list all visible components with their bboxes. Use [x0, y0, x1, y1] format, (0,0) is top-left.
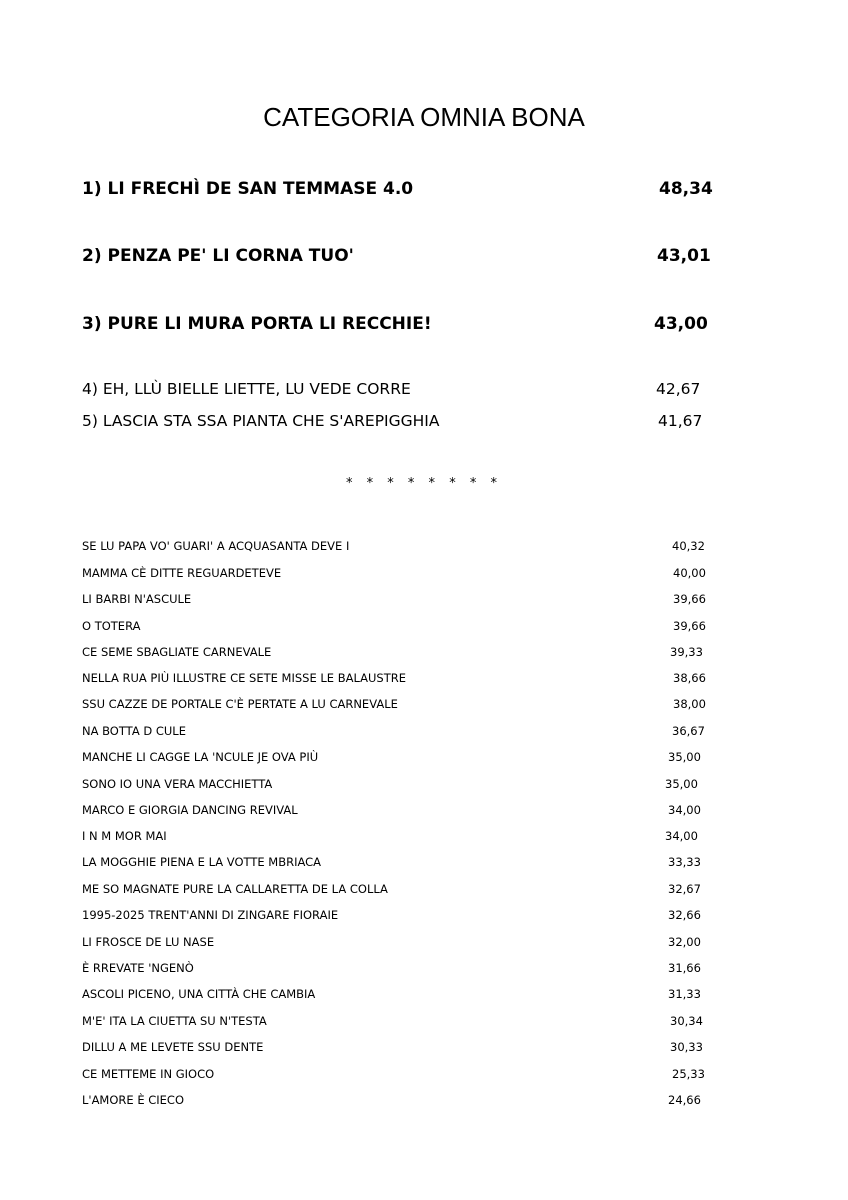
entry-score: 39,33 — [670, 645, 703, 659]
entry-score: 33,33 — [668, 855, 701, 869]
entry-name: LA MOGGHIE PIENA E LA VOTTE MBRIACA — [82, 855, 322, 869]
entry-name: 1995-2025 TRENT'ANNI DI ZINGARE FIORAIE — [82, 908, 339, 922]
entry-score: 34,00 — [665, 829, 698, 843]
entry-score: 30,34 — [670, 1014, 703, 1028]
entry-score: 32,00 — [668, 935, 701, 949]
entry-name: 2) PENZA PE' LI CORNA TUO' — [82, 246, 354, 266]
entry-name: MARCO E GIORGIA DANCING REVIVAL — [82, 803, 298, 817]
entry-score: 40,32 — [672, 539, 705, 553]
entry-score: 42,67 — [656, 380, 701, 398]
entry-score: 34,00 — [668, 803, 701, 817]
entry-score: 31,33 — [668, 987, 701, 1001]
entry-score: 35,00 — [668, 750, 701, 764]
entry-name: I N M MOR MAI — [82, 829, 167, 843]
entry-name: M'E' ITA LA CIUETTA SU N'TESTA — [82, 1014, 267, 1028]
entry-score: 39,66 — [673, 592, 706, 606]
entry-name: 1) LI FRECHÌ DE SAN TEMMASE 4.0 — [82, 179, 414, 199]
entry-score: 40,00 — [673, 566, 706, 580]
entry-name: CE SEME SBAGLIATE CARNEVALE — [82, 645, 272, 659]
separator: * * * * * * * * — [346, 476, 502, 491]
entry-name: CE METTEME IN GIOCO — [82, 1067, 215, 1081]
entry-name: ASCOLI PICENO, UNA CITTÀ CHE CAMBIA — [82, 987, 316, 1001]
entry-name: È RREVATE 'NGENÒ — [82, 961, 194, 975]
page-title: CATEGORIA OMNIA BONA — [263, 102, 585, 132]
entry-score: 38,66 — [673, 671, 706, 685]
entry-name: NELLA RUA PIÙ ILLUSTRE CE SETE MISSE LE BALAUSTRE — [82, 671, 407, 685]
entry-name: O TOTERA — [82, 619, 141, 633]
entry-score: 24,66 — [668, 1093, 701, 1107]
entry-score: 31,66 — [668, 961, 701, 975]
entry-score: 32,66 — [668, 908, 701, 922]
entry-name: L'AMORE È CIECO — [82, 1093, 185, 1107]
entry-score: 30,33 — [670, 1040, 703, 1054]
entry-name: 5) LASCIA STA SSA PIANTA CHE S'AREPIGGHIA — [82, 412, 440, 430]
entry-name: LI FROSCE DE LU NASE — [82, 935, 215, 949]
entry-score: 41,67 — [658, 412, 703, 430]
entry-score: 32,67 — [668, 882, 701, 896]
entry-name: DILLU A ME LEVETE SSU DENTE — [82, 1040, 264, 1054]
entry-score: 25,33 — [672, 1067, 705, 1081]
entry-name: 3) PURE LI MURA PORTA LI RECCHIE! — [82, 314, 432, 334]
entry-name: MANCHE LI CAGGE LA 'NCULE JE OVA PIÙ — [82, 750, 319, 764]
entry-score: 36,67 — [672, 724, 705, 738]
entry-score: 35,00 — [665, 777, 698, 791]
entry-name: SE LU PAPA VO' GUARI' A ACQUASANTA DEVE I — [82, 539, 350, 553]
entry-score: 39,66 — [673, 619, 706, 633]
entry-score: 48,34 — [659, 179, 713, 199]
entry-name: MAMMA CÈ DITTE REGUARDETEVE — [82, 566, 282, 580]
entry-score: 38,00 — [673, 697, 706, 711]
entry-name: 4) EH, LLÙ BIELLE LIETTE, LU VEDE CORRE — [82, 380, 411, 398]
entry-score: 43,01 — [657, 246, 711, 266]
entry-name: SONO IO UNA VERA MACCHIETTA — [82, 777, 273, 791]
entry-name: NA BOTTA D CULE — [82, 724, 186, 738]
entry-name: ME SO MAGNATE PURE LA CALLARETTA DE LA COLLA — [82, 882, 388, 896]
entry-score: 43,00 — [654, 314, 708, 334]
entry-name: SSU CAZZE DE PORTALE C'È PERTATE A LU CARNEVALE — [82, 697, 398, 711]
entry-name: LI BARBI N'ASCULE — [82, 592, 192, 606]
